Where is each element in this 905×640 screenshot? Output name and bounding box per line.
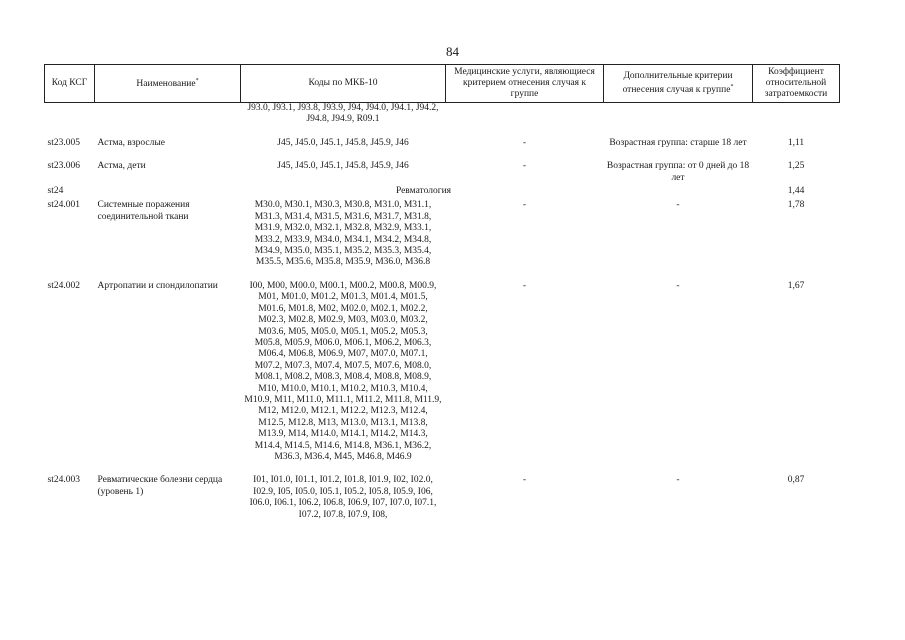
ksg-name: Ревматические болезни сердца (уровень 1) xyxy=(97,475,223,497)
services: - xyxy=(522,475,527,486)
header-services: Медицинские услуги, являющиеся критерием отнесения случая к группе xyxy=(446,65,604,103)
table-body xyxy=(45,103,840,522)
table-row xyxy=(45,200,840,268)
header-coef: Коэффициент относительной затратоемкости xyxy=(753,65,840,103)
ksg-name: Артропатии и спондилопатии xyxy=(97,280,218,291)
section-title: Ревматология xyxy=(395,186,452,197)
table-row-continuation xyxy=(45,103,840,126)
services: - xyxy=(522,280,527,291)
coefficient: 1,78 xyxy=(787,200,805,211)
mkb-codes: I00, M00, M00.0, M00.1, M00.2, M00.8, M00.9, M01, M01.0, M01.2, M01.3, M01.4, M01.5, M01.6, M01.8, M02, M02.0, M02.1, M02.2, M02.3, M02.8, M02.9, M03, M03.0, M03.2, M03.6, M05, M05.0, M05.1, M05.2, M05.3, M05.8, M05.9, M06.0, M06.1, M06.2, M06.3, M06.4, M06.8, M06.9, M07, M07.0, M07.1, M07.2, M07.3, M07.4, M07.5, M07.6, M08.0, M08.1, M08.2, M08.3, M08.4, M08.8, M08.9, M10, M10.0, M10.1, M10.2, M10.3, M10.4, M10.9, M11, M11.0, M11.1, M11.2, M11.8, M11.9, M12, M12.0, M12.1, M12.2, M12.3, M12.4, M12.5, M12.8, M13, M13.0, M13.1, M13.8, M13.9, M14, M14.0, M14.1, M14.2, M14.3, M14.4, M14.5, M14.6, M14.8, M36.1, M36.2, M36.3, M36.4, M45, M46.8, M46.9 xyxy=(244,280,442,462)
mkb-codes: J45, J45.0, J45.1, J45.8, J45.9, J46 xyxy=(277,161,409,172)
ksg-table xyxy=(44,64,840,521)
ksg-code: st24.002 xyxy=(47,280,80,291)
header-code: Код КСГ xyxy=(45,65,95,103)
mkb-codes: I01, I01.0, I01.1, I01.2, I01.8, I01.9, I02, I02.0, I02.9, I05, I05.0, I05.1, I05.2, I05.8, I05.9, I06, I06.0, I06.1, I06.2, I06.8, I06.9, I07, I07.0, I07.1, I07.2, I07.8, I07.9, I08, xyxy=(249,475,437,520)
ksg-name: Астма, взрослые xyxy=(97,137,165,148)
ksg-code: st24.001 xyxy=(47,200,80,211)
section-code: st24 xyxy=(47,186,64,197)
coefficient: 1,25 xyxy=(787,161,805,172)
header-name: Наименование* xyxy=(95,65,241,103)
coefficient: 0,87 xyxy=(787,475,805,486)
section-coefficient: 1,44 xyxy=(787,186,805,197)
header-mkb: Коды по МКБ-10 xyxy=(241,65,446,103)
ksg-name: Астма, дети xyxy=(97,161,146,172)
section-row xyxy=(45,184,840,200)
additional-criteria: Возрастная группа: от 0 дней до 18 лет xyxy=(606,161,750,183)
mkb-codes: J45, J45.0, J45.1, J45.8, J45.9, J46 xyxy=(277,137,409,148)
ksg-code: st23.005 xyxy=(47,137,80,148)
table-row xyxy=(45,475,840,521)
services: - xyxy=(522,200,527,211)
table-row xyxy=(45,281,840,464)
services: - xyxy=(522,137,527,148)
ksg-code: st23.006 xyxy=(47,161,80,172)
mkb-codes: J93.0, J93.1, J93.8, J93.9, J94, J94.0, J94.1, J94.2, J94.8, J94.9, R09.1 xyxy=(247,103,439,125)
additional-criteria: - xyxy=(676,200,680,211)
coefficient: 1,11 xyxy=(787,137,805,148)
mkb-codes: M30.0, M30.1, M30.3, M30.8, M31.0, M31.1, M31.3, M31.4, M31.5, M31.6, M31.7, M31.8, M31.9, M32.0, M32.1, M32.8, M32.9, M33.1, M33.2, M33.9, M34.0, M34.1, M34.2, M34.8, M34.9, M35.0, M35.1, M35.2, M35.3, M35.4, M35.5, M35.6, M35.8, M35.9, M36.0, M36.8 xyxy=(254,200,432,268)
table-row xyxy=(45,138,840,149)
additional-criteria: Возрастная группа: старше 18 лет xyxy=(609,137,747,148)
additional-criteria: - xyxy=(676,280,680,291)
page-number: 84 xyxy=(446,44,459,59)
table-header xyxy=(45,65,840,103)
table-row xyxy=(45,161,840,184)
header-additional: Дополнительные критерии отнесения случая к группе* xyxy=(604,65,753,103)
services: - xyxy=(522,161,527,172)
ksg-name: Системные поражения соединительной ткани xyxy=(97,200,190,222)
coefficient: 1,67 xyxy=(787,280,805,291)
additional-criteria: - xyxy=(676,475,680,486)
ksg-code: st24.003 xyxy=(47,475,80,486)
